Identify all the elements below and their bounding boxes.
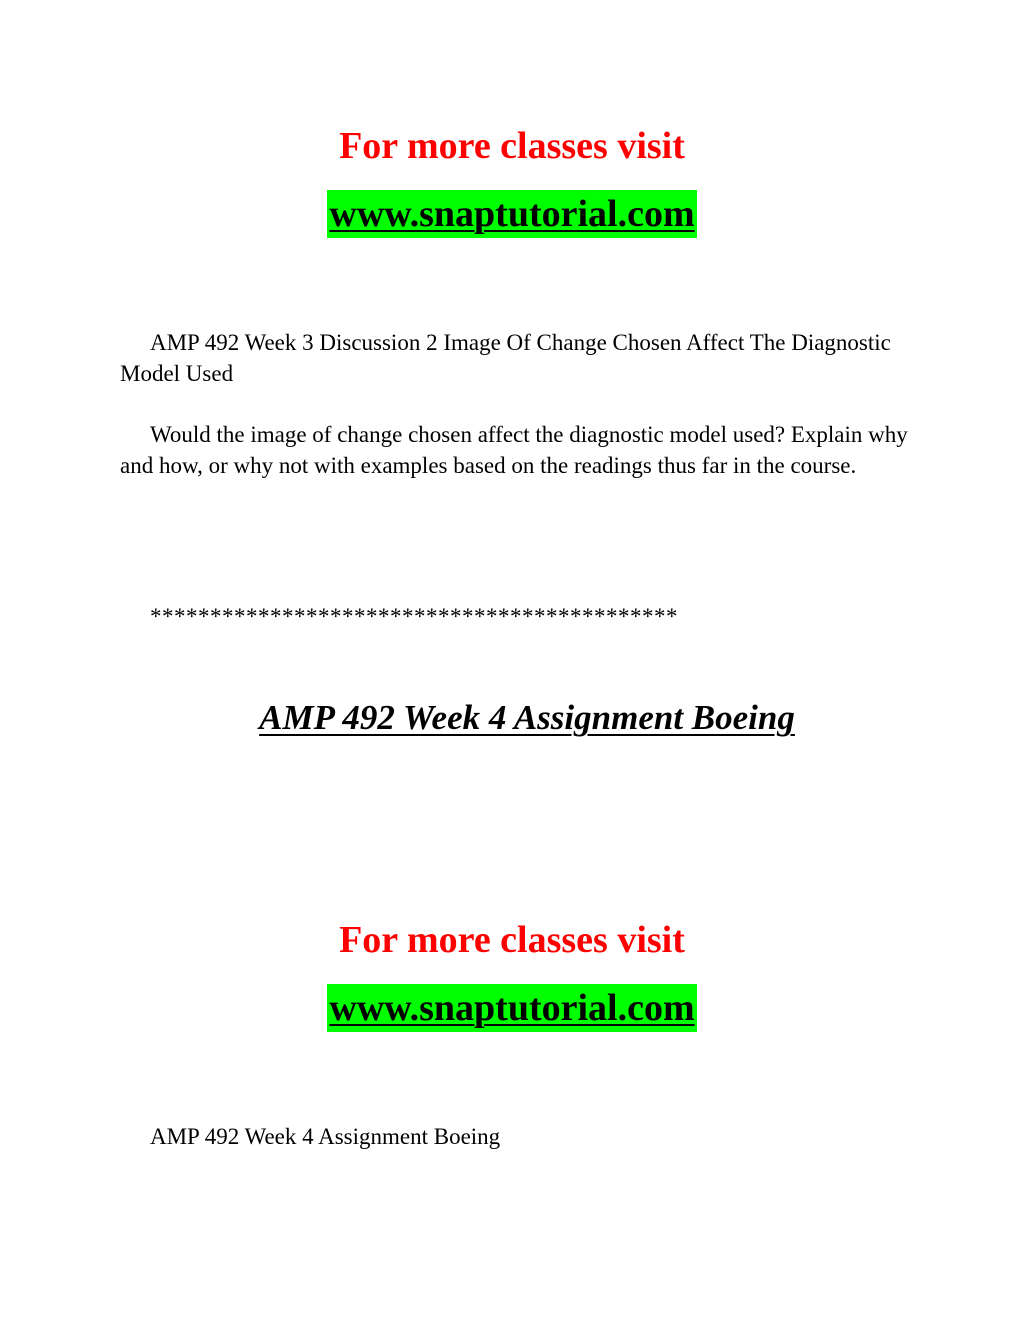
promo-link-wrap-top xyxy=(0,190,1024,238)
discussion-question: Would the image of change chosen affect the diagnostic model used? Explain why and how, or why not with examples based on the readings thus far in the course. xyxy=(120,422,908,478)
assignment-heading: AMP 492 Week 4 Assignment Boeing xyxy=(259,698,795,737)
snaptutorial-link-top[interactable]: www.snaptutorial.com xyxy=(327,190,696,238)
promo-heading-top: For more classes visit xyxy=(339,125,685,167)
snaptutorial-link-bottom[interactable]: www.snaptutorial.com xyxy=(327,984,696,1032)
promo-link-wrap-bottom xyxy=(0,984,1024,1032)
section-separator: ******************************************** xyxy=(150,604,678,629)
discussion-title: AMP 492 Week 3 Discussion 2 Image Of Change Chosen Affect The Diagnostic Model Used xyxy=(120,330,891,386)
promo-heading-bottom: For more classes visit xyxy=(339,919,685,961)
assignment-body-title: AMP 492 Week 4 Assignment Boeing xyxy=(150,1124,501,1149)
